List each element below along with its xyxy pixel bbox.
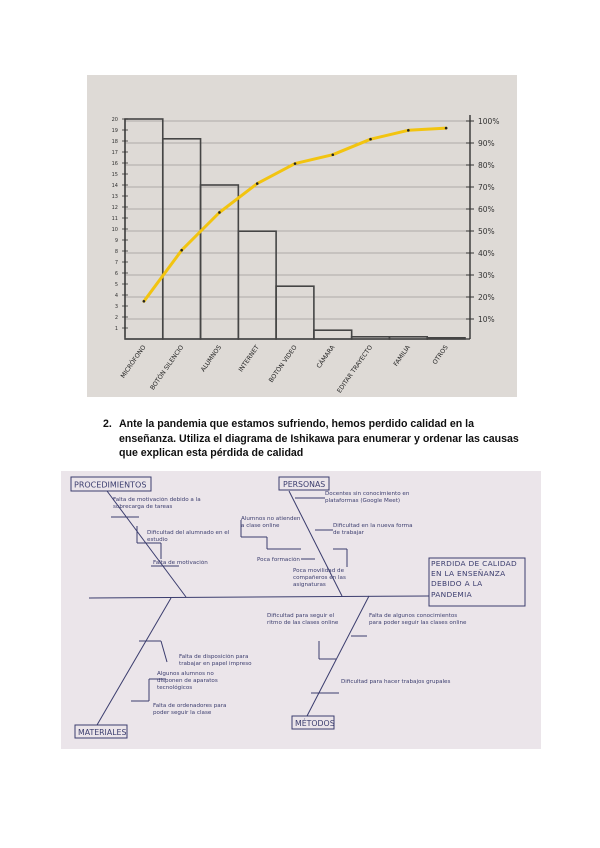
cause-materiales-1: Falta de disposición para trabajar en papel impreso xyxy=(179,654,252,667)
cause-procedimientos-1: Falta de motivación debido a la sobrecarga de tareas xyxy=(113,497,201,510)
question-text: Ante la pandemia que estamos sufriendo, hemos perdido calidad en la enseñanza. Utiliza el diagrama de Ishikawa para enumerar y ordenar las causas que explican esta pérdida de calidad xyxy=(119,418,519,459)
curve-point xyxy=(331,153,334,156)
question-number: 2. xyxy=(103,418,112,430)
left-tick-label: 9 xyxy=(114,238,118,244)
left-tick-label: 12 xyxy=(111,205,118,211)
right-tick-label: 80% xyxy=(478,161,495,170)
left-tick-label: 19 xyxy=(111,128,118,134)
right-tick-label: 50% xyxy=(478,227,495,236)
curve-point xyxy=(180,249,183,252)
cause-materiales-3: Falta de ordenadores para poder seguir la clase xyxy=(153,703,227,716)
left-tick-label: 6 xyxy=(114,271,118,277)
curve-point xyxy=(143,300,146,303)
category-label: INTERNET xyxy=(237,344,261,374)
category-label: OTROS xyxy=(431,344,450,366)
metodos-label: MÉTODOS xyxy=(295,719,335,728)
procedimientos-label: PROCEDIMIENTOS xyxy=(74,480,147,490)
category-label: BOTÓN VIDEO xyxy=(267,344,299,385)
left-tick-label: 14 xyxy=(111,183,118,189)
right-tick-label: 100% xyxy=(478,117,500,126)
personas-label: PERSONAS xyxy=(283,480,326,489)
category-label: BOTÓN SILENCIO xyxy=(149,344,186,392)
category-label: EDITAR TRAYECTO xyxy=(336,344,375,395)
effect-text: PERDIDA DE CALIDAD EN LA ENSEÑANZA DEBIDO A LA PANDEMIA xyxy=(431,559,518,599)
right-tick-label: 20% xyxy=(478,293,495,302)
left-tick-label: 17 xyxy=(111,150,118,156)
category-label: ALUMNOS xyxy=(199,344,224,374)
curve-point xyxy=(407,129,410,132)
cause-procedimientos-2: Dificultad del alumnado en el estudio xyxy=(147,530,230,543)
left-tick-label: 15 xyxy=(111,172,118,178)
curve-point xyxy=(445,127,448,130)
cause-personas-5: Poca movilidad de compañeros en las asignaturas xyxy=(293,568,346,588)
question-block xyxy=(103,417,519,461)
cause-materiales-2: Algunos alumnos no disponen de aparatos tecnológicos xyxy=(157,671,218,691)
left-tick-label: 13 xyxy=(111,194,118,200)
left-tick-label: 8 xyxy=(114,249,118,255)
left-tick-label: 18 xyxy=(111,139,118,145)
category-label: FAMILIA xyxy=(392,344,412,368)
cause-metodos-1: Dificultad para seguir el ritmo de las clases online xyxy=(267,613,339,626)
cause-procedimientos-3: Falta de motivación xyxy=(153,560,208,566)
cause-personas-4: Poca formación xyxy=(257,557,300,563)
left-tick-label: 2 xyxy=(114,315,118,321)
right-tick-label: 90% xyxy=(478,139,495,148)
cause-metodos-3: Dificultad para hacer trabajos grupales xyxy=(341,679,451,685)
left-tick-label: 4 xyxy=(114,293,118,299)
category-label: CÁMARA xyxy=(315,344,337,370)
pareto-chart-photo xyxy=(87,75,517,397)
right-tick-label: 30% xyxy=(478,271,495,280)
left-tick-label: 20 xyxy=(111,117,118,123)
pareto-chart xyxy=(87,75,517,397)
left-tick-label: 7 xyxy=(114,260,118,266)
curve-point xyxy=(369,138,372,141)
left-tick-label: 3 xyxy=(114,304,118,310)
ishikawa-diagram-photo xyxy=(61,471,541,749)
left-tick-label: 11 xyxy=(111,216,118,222)
category-label: MICRÓFONO xyxy=(119,344,148,380)
left-tick-label: 5 xyxy=(114,282,118,288)
right-tick-label: 40% xyxy=(478,249,495,258)
cause-personas-2: Alumnos no atienden a clase online xyxy=(241,516,301,529)
right-tick-label: 70% xyxy=(478,183,495,192)
cause-metodos-2: Falta de algunos conocimientos para poder seguir las clases online xyxy=(369,613,467,626)
left-tick-label: 16 xyxy=(111,161,118,167)
left-tick-label: 10 xyxy=(111,227,118,233)
left-tick-label: 1 xyxy=(114,326,118,332)
cause-personas-3: Dificultad en la nueva forma de trabajar xyxy=(333,523,413,536)
materiales-label: MATERIALES xyxy=(78,728,127,737)
curve-point xyxy=(256,182,259,185)
right-tick-label: 60% xyxy=(478,205,495,214)
ishikawa-diagram xyxy=(61,471,541,749)
right-tick-label: 10% xyxy=(478,315,495,324)
cause-personas-1: Docentes sin conocimiento en plataformas (Google Meet) xyxy=(325,491,410,504)
pareto-bar xyxy=(427,338,465,339)
curve-point xyxy=(294,162,297,165)
curve-point xyxy=(218,211,221,214)
